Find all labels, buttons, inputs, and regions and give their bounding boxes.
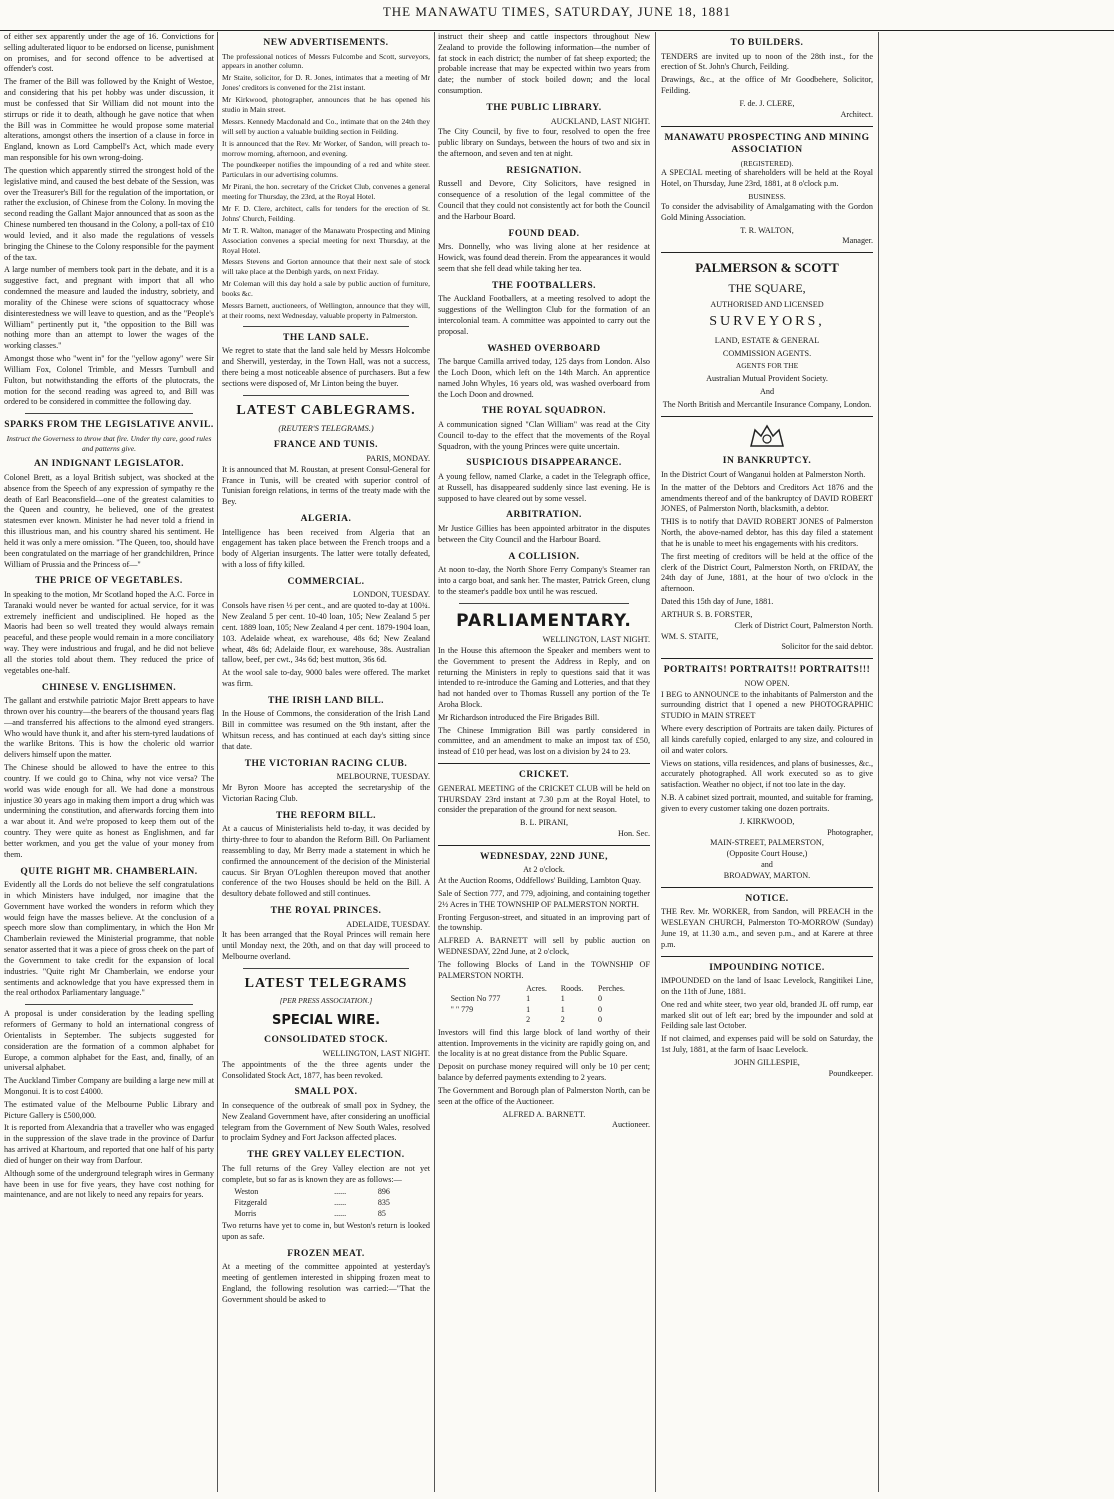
table-cell: 1	[560, 1004, 565, 1014]
ad-text: THE Rev. Mr. WORKER, from Sandon, will PREACH in the WESLEYAN CHURCH, Palmerston TO-MORROW (Sunday) June 19, at 11.30 a.m., and seven p.m., and at Karere at three p.m.	[661, 907, 873, 949]
ad-line: Australian Mutual Provident Society.	[706, 374, 828, 384]
table-header: Acres.	[526, 983, 547, 993]
ad-signature: J. KIRKWOOD,	[739, 816, 795, 826]
column-rule	[878, 32, 879, 1492]
table-row	[232, 1209, 419, 1220]
ad-line: And	[759, 387, 775, 397]
ad-signature: B. L. PIRANI,	[520, 818, 568, 828]
ad-title: PALMERSON & SCOTT	[695, 260, 839, 276]
section-heading: SPARKS FROM THE LEGISLATIVE ANVIL.	[4, 420, 214, 431]
article-heading: WASHED OVERBOARD	[487, 343, 601, 354]
article-text: The full returns of the Grey Valley election are not yet complete, but so far as is known they are as follows:—	[222, 1163, 430, 1184]
article-heading: THE PUBLIC LIBRARY.	[486, 102, 602, 113]
article-text: In consequence of the outbreak of small pox in Sydney, the New Zealand Government have, after considering an unofficial telegram from the Government of New South Wales, resolved to proclaim Sydney and Fort Jackson affected places.	[222, 1100, 430, 1143]
column-rule	[217, 32, 218, 1492]
table-row	[449, 1015, 640, 1026]
ad-subheading: (REGISTERED).	[740, 158, 794, 168]
divider	[243, 326, 409, 327]
ad-text: The Government and Borough plan of Palmerston North, can be seen at the office of the Auctioneer.	[438, 1085, 650, 1106]
table-cell: 0	[597, 1015, 602, 1025]
article-heading: THE FOOTBALLERS.	[491, 280, 597, 291]
ad-heading: TO BUILDERS.	[730, 38, 804, 48]
ad-heading: PORTRAITS! PORTRAITS!! PORTRAITS!!!	[663, 665, 871, 676]
ad-text: The first meeting of creditors will be held at the office of the clerk of the District Court, Palmerston North, on FRIDAY, the 24th day of June, 1881, at the hour of two o'clock in the afternoon.	[661, 551, 873, 594]
ad-signature: Photographer,	[827, 827, 873, 837]
article-text: The question which apparently stirred the strongest hold of the legislative mind, and caused the best debate of the Session, was over the Treasurer's Bill for the regulation of the importation, or rather the exclusion, of Chinese from the Colony. In moving the second reading the Gallant Major announced that as soon as the Chinese numbered ten thousand in the Colony, a poll-tax of £10 would levied, and it also made the regulations of vessels bringing the Chinese to the Colony responsible for the payment of the tax.	[4, 165, 214, 262]
article-text: A proposal is under consideration by the leading spelling reformers of Germany to hold an international congress of Orientalists in September. The subjects suggested for consideration are the formation of a common alphabet for Europe, a common alphabet for the East, and, finally, of an universal alphabet.	[4, 1009, 214, 1073]
column-3	[438, 32, 650, 1492]
article-heading: CONSOLIDATED STOCK.	[264, 1035, 388, 1046]
ad-signature: Manager.	[842, 236, 873, 246]
article-heading: THE REFORM BILL.	[275, 810, 377, 821]
ad-text: Dated this 15th day of June, 1881.	[661, 597, 774, 607]
ad-heading: MANAWATU PROSPECTING AND MINING ASSOCIATION	[664, 132, 870, 156]
article-text: of either sex apparently under the age of 16. Convictions for selling adulterated liquor to be endorsed on license, punishment on promises, and for second offence to be advertised at offender's cost.	[4, 32, 214, 74]
article-text: Colonel Brett, as a loyal British subject, was shocked at the absence from the Speech of any expression of sympathy re the death of Earl Beaconsfield—one of the greatest calamities to the Queen and country, he believed, one of the greatest statesmen ever known. Minister he had never told a friend in this illustrious man, and his country shared his sentiment. He held it was only a mere omission. "The Queen, too, should have been congratulated on the marriage of her grandchildren, Prince William of Prussia and the Princess of—"	[4, 473, 214, 569]
ad-heading: CRICKET.	[518, 770, 569, 781]
ad-line: COMMISSION AGENTS.	[722, 348, 812, 358]
divider	[25, 413, 193, 414]
table-cell: 1	[526, 1004, 531, 1014]
section-subheading: [PER PRESS ASSOCIATION.]	[279, 996, 373, 1006]
table-cell: Section No 777	[450, 994, 501, 1004]
notice-text: Mr Staite, solicitor, for D. R. Jones, intimates that a meeting of Mr Jones' creditors is convened for the 21st instant.	[222, 73, 430, 93]
article-text: In the House this afternoon the Speaker and members went to the Government to present the Address in Reply, and on returning the Ministers in reply to questions said that it was intended to re-introduce the Gaming and Lotteries, and that they had not handed over to Thomas Russell any portion of the Te Aroha Block.	[438, 645, 650, 709]
ad-signature: JOHN GILLESPIE,	[734, 1057, 800, 1067]
ad-text: A SPECIAL meeting of shareholders will be held at the Royal Hotel, on Thursday, June 23rd, 1881, at 8 o'clock p.m.	[661, 168, 873, 189]
ad-text: TENDERS are invited up to noon of the 28th inst., for the erection of St. John's Church, Feilding.	[661, 51, 873, 72]
article-heading: THE LAND SALE.	[283, 332, 369, 343]
ad-text: Views on stations, villa residences, and plans of businesses, &c., accurately photographed. All work executed so as to give satisfaction. Weather no object, if not too late in the day.	[661, 758, 873, 790]
section-subheading: (REUTER'S TELEGRAMS.)	[278, 423, 374, 434]
table-cell: 1	[526, 994, 531, 1004]
ad-signature: and	[761, 860, 773, 869]
section-heading: LATEST TELEGRAMS	[244, 975, 408, 991]
article-text: The framer of the Bill was followed by the Knight of Westoe, and considering that his pet hobby was under discussion, it must be confessed that Sir William did not mount into the stirrups or ride it to death, although he gave notice that when the Bill was in Committee he would propose some material alterations, amongst others the insertion of a clause in force in England, known as Lord Campbell's Act, which made every man responsible for his own wrong-doing.	[4, 77, 214, 163]
article-text: Consols have risen ½ per cent., and are quoted to-day at 100¾. New Zealand 5 per cent. 10-40 loan, 105; New Zealand 5 per cent. 1889 loan, 105; New Zealand 4 per cent. 1879-1904 loan, 103. Adelaide wheat, ex warehouse, 48s 6d; New Zealand wheat, 48s 6d; Adelaide flour, ex warehouse, 38s. Australian tallow, beef, per cwt., 34s 6d; best mutton, 36s 6d.	[222, 601, 430, 665]
section-heading: NEW ADVERTISEMENTS.	[263, 38, 389, 48]
notice-text: Mr Kirkwood, photographer, announces that he has opened his studio in Main street.	[222, 95, 430, 114]
notice-text: Mr T. R. Walton, manager of the Manawatu Prospecting and Mining Association convenes a special meeting for next Thursday, at the Royal Hotel.	[222, 225, 430, 255]
article-text: In the House of Commons, the consideration of the Irish Land Bill in committee was resumed on the 9th instant, after the Whitsun recess, and has continued at each day's sitting since that date.	[222, 709, 430, 751]
divider	[25, 1004, 193, 1005]
article-heading: ALGERIA.	[300, 514, 352, 524]
ad-subheading: BUSINESS.	[748, 192, 786, 202]
ad-signature: Auctioneer.	[612, 1120, 650, 1130]
table-header-row	[449, 984, 640, 995]
column-rule	[434, 32, 435, 1492]
section-heading: LATEST CABLEGRAMS.	[236, 402, 416, 418]
table-cell: 2	[526, 1015, 531, 1025]
table-header	[449, 984, 525, 995]
column-5	[661, 32, 873, 1492]
ad-signature: F. de. J. CLERE,	[739, 98, 795, 108]
notice-text: Mr Pirani, the hon. secretary of the Cricket Club, convenes a general meeting for Thursday, the 23rd, at the Royal Hotel.	[222, 182, 430, 202]
section-heading: PARLIAMENTARY.	[456, 610, 632, 631]
article-heading: QUITE RIGHT MR. CHAMBERLAIN.	[20, 866, 198, 877]
ad-text: Deposit on purchase money required will only be 10 per cent; balance by deferred payments extending to 2 years.	[438, 1062, 650, 1083]
ad-subheading: NOW OPEN.	[744, 678, 790, 688]
table-row	[449, 1005, 640, 1016]
special-wire-heading: SPECIAL WIRE.	[271, 1013, 381, 1029]
table-cell: 1	[560, 994, 565, 1004]
dateline: PARIS, MONDAY.	[366, 453, 430, 463]
notice-text: It is announced that the Rev. Mr Worker, of Sandon, will preach to-morrow morning, afternoon, and evening.	[222, 138, 430, 158]
section-subheading: Instruct the Governess to throw that fire. Under thy care, good rules and patterns give.	[6, 433, 212, 453]
article-text: instruct their sheep and cattle inspectors throughout New Zealand to provide the following information—the number of fat stock in each district; the number of fat sheep exported; the probable increase that may be expected within two years from date; the number of stock boiled down; and the local consumption.	[438, 32, 650, 96]
table-cell: 835	[377, 1197, 390, 1207]
article-heading: ARBITRATION.	[506, 510, 582, 521]
ad-text: Fronting Ferguson-street, and situated in an improving part of the township.	[438, 912, 650, 933]
table-cell: 2	[560, 1015, 565, 1025]
article-text: The City Council, by five to four, resolved to open the free public library on Sundays, between the hours of two and six in the afternoon, and seven and ten at night.	[438, 127, 650, 158]
dateline: LONDON, TUESDAY.	[353, 590, 430, 600]
article-text: A communication signed "Clan William" was read at the City Council to-day to the effect that the movements of the Royal Squadron, with the young Princes were quite uncertain.	[438, 419, 650, 451]
table-row	[232, 1187, 419, 1198]
ad-text: In the District Court of Wanganui holden at Palmerston North.	[661, 469, 866, 479]
dateline: ADELAIDE, TUESDAY.	[346, 919, 430, 929]
article-heading: THE VICTORIAN RACING CLUB.	[244, 758, 408, 769]
ad-signature: (Opposite Court House,)	[726, 849, 808, 859]
article-text: At noon to-day, the North Shore Ferry Company's Steamer ran into a cargo boat, and sank her. The master, Patrick Green, clung to the steamer's paddle box until he was rescued.	[438, 565, 650, 596]
dateline: AUCKLAND, LAST NIGHT.	[550, 116, 650, 126]
ad-text: To consider the advisability of Amalgamating with the Gordon Gold Mining Association.	[661, 202, 873, 222]
notice-text: Mr Coleman will this day hold a sale by public auction of furniture, books &c.	[222, 279, 430, 299]
ad-text: ALFRED A. BARNETT will sell by public auction on WEDNESDAY, 22nd June, at 2 o'clock,	[438, 936, 650, 957]
article-text: At a caucus of Ministerialists held to-day, it was decided by thirty-three to four to abandon the Reform Bill. On Parliament reassembling to day, Mr Berry made a statement in which he confirmed the announcement of the decision of the Ministerial caucus. Sir Bryan O'Loghlen thereupon moved that another conference of the two Houses should be held on the Bill. A desultory debate followed and still continues.	[222, 824, 430, 899]
ad-heading: IMPOUNDING NOTICE.	[709, 962, 825, 973]
ad-line: SURVEYORS,	[709, 314, 825, 330]
ad-signature: ARTHUR S. B. FORSTER,	[661, 609, 753, 619]
table-row	[232, 1198, 419, 1209]
article-text: The Chinese Immigration Bill was partly considered in committee, and an amendment to make an impost tax of £50, instead of £10 per head, was lost on a division by 24 to 23.	[438, 725, 650, 757]
ad-signature: MAIN-STREET, PALMERSTON,	[710, 838, 824, 848]
table-cell: 85	[377, 1208, 386, 1218]
ad-line: THE SQUARE,	[728, 281, 806, 296]
ad-text: If not claimed, and expenses paid will be sold on Saturday, the 1st July, 1881, at the farm of Isaac Levelock.	[661, 1034, 873, 1054]
article-text: At the wool sale to-day, 9000 bales were offered. The market was firm.	[222, 668, 430, 688]
ad-signature: Clerk of District Court, Palmerston North.	[734, 620, 873, 630]
article-text: The Chinese should be allowed to have the entree to this country. If we could go to China, why not vice versa? The world was wide enough for all. We had done a monstrous injustice 30 years ago in making them import a drug which was undermining the constitution, and afterwards forcing them into a war about it. And we're proposed to keep them out of the country. They were quite as honest as Englishmen, and far better workmen, and you get the value of your money from them.	[4, 763, 214, 859]
ad-signature: ALFRED A. BARNETT.	[502, 1109, 586, 1119]
column-2	[222, 32, 430, 1492]
ad-signature: Poundkeeper.	[828, 1068, 873, 1078]
article-text: Mr Justice Gillies has been appointed arbitrator in the disputes between the City Council and the Harbour Board.	[438, 523, 650, 544]
ad-signature: Architect.	[840, 109, 873, 119]
article-text: A young fellow, named Clarke, a cadet in the Telegraph office, at Russell, has disappeared suddenly since last evening. He is supposed to have cleared out by some vessel.	[438, 471, 650, 503]
column-1	[4, 32, 214, 1492]
ad-text: Sale of Section 777, and 779, adjoining, and containing together 2½ Acres in THE TOWNSHIP OF PALMERSTON NORTH.	[438, 889, 650, 909]
table-cell: " " 779	[450, 1004, 474, 1014]
ad-text: THIS is to notify that DAVID ROBERT JONES of Palmerston North, the above-named debtor, has this day filed a statement that he is unable to meet his engagements with his creditors.	[661, 517, 873, 548]
article-text: The barque Camilla arrived today, 125 days from London. Also the Loch Doon, which left on the 14th March. An apprentice named John Whyles, 16 years old, was washed overboard from the Loch Doon and drowned.	[438, 357, 650, 399]
article-heading: COMMERCIAL.	[287, 576, 365, 587]
ad-text: One red and white steer, two year old, branded JL off rump, ear marked slit out of left ear; bred by the impounder and sold at Feilding sale last October.	[661, 999, 873, 1031]
table-cell: ......	[334, 1187, 347, 1197]
ad-text: The following Blocks of Land in the TOWNSHIP OF PALMERSTON NORTH.	[438, 959, 650, 980]
article-heading: SUSPICIOUS DISAPPEARANCE.	[466, 458, 622, 469]
ad-text: At the Auction Rooms, Oddfellows' Building, Lambton Quay.	[438, 876, 641, 886]
table-cell: ......	[334, 1208, 347, 1218]
article-heading: THE ROYAL PRINCES.	[270, 906, 382, 917]
dateline: WELLINGTON, LAST NIGHT.	[322, 1048, 430, 1058]
article-heading: THE PRICE OF VEGETABLES.	[35, 576, 183, 587]
article-text: The appointments of the the three agents under the Consolidated Stock Act, 1877, has been revoked.	[222, 1059, 430, 1080]
article-heading: AN INDIGNANT LEGISLATOR.	[33, 459, 185, 470]
divider	[243, 968, 409, 969]
article-text: The Auckland Footballers, at a meeting resolved to adopt the suggestions of the Wellington Club for the formation of an intercolonial team. A committee was appointed to carry out the proposal.	[438, 294, 650, 336]
article-heading: FRANCE AND TUNIS.	[273, 440, 379, 451]
table-header: Perches.	[597, 983, 625, 993]
ad-text: IMPOUNDED on the land of Isaac Levelock, Rangitikei Line, on the 11th of June, 1881.	[661, 976, 873, 996]
article-heading: CHINESE V. ENGLISHMEN.	[41, 682, 177, 693]
ad-line: AGENTS FOR THE	[735, 361, 799, 371]
ad-signature: T. R. WALTON,	[740, 225, 794, 235]
ad-signature: Hon. Sec.	[617, 828, 650, 838]
article-text: Russell and Devore, City Solicitors, have resigned in consequence of a resolution of the legal committee of the Council that they could not consistently act for both the Council and the Harbour Board.	[438, 179, 650, 221]
dateline: WELLINGTON, LAST NIGHT.	[542, 635, 650, 645]
ad-text: GENERAL MEETING of the CRICKET CLUB will be held on THURSDAY 23rd instant at 7.30 p.m at the Royal Hotel, to consider the preparation of the ground for next season.	[438, 783, 650, 815]
article-text: Mr Byron Moore has accepted the secretaryship of the Victorian Racing Club.	[222, 783, 430, 803]
article-heading: SMALL POX.	[294, 1087, 358, 1098]
article-text: The Auckland Timber Company are building a large new mill at Mongonui. It is to cost £4000.	[4, 1076, 214, 1096]
divider	[438, 763, 650, 764]
table-cell: Weston	[234, 1187, 259, 1197]
table-cell	[449, 1015, 525, 1026]
ad-text: In the matter of the Debtors and Creditors Act 1876 and the amendments thereof and of the bankruptcy of DAVID ROBERT JONES, of Palmerston North, blacksmith, a debtor.	[661, 482, 873, 514]
ad-line: The North British and Mercantile Insurance Company, London.	[662, 400, 872, 410]
article-text: Although some of the underground telegraph wires in Germany have been in use for five years, they have cost nothing for maintenance, and are not likely to need any repairs for years.	[4, 1168, 214, 1200]
article-text: Mrs. Donnelly, who was living alone at her residence at Howick, was found dead therein. From the appearances it would seem that she fell dead while taking her tea.	[438, 242, 650, 273]
table-cell: 0	[597, 994, 602, 1004]
ad-line: LAND, ESTATE & GENERAL	[714, 335, 820, 345]
divider	[438, 845, 650, 846]
article-heading: THE GREY VALLEY ELECTION.	[247, 1150, 405, 1161]
ad-signature: Solicitor for the said debtor.	[781, 642, 873, 652]
article-text: We regret to state that the land sale held by Messrs Holcombe and Sherwill, yesterday, in the Town Hall, was not a success, there being a most noticeable absence of purchasers. But a few sections were disposed of, Mr Linton being the buyer.	[222, 346, 430, 388]
article-text: Two returns have yet to come in, but Weston's return is looked upon as safe.	[222, 1221, 430, 1241]
land-table	[449, 984, 640, 1026]
ad-signature: BROADWAY, MARTON.	[723, 870, 811, 880]
ad-line: AUTHORISED AND LICENSED	[710, 300, 824, 310]
ad-text: N.B. A cabinet sized portrait, mounted, and suitable for framing, given to every customer taking one dozen portraits.	[661, 793, 873, 813]
article-heading: A COLLISION.	[508, 551, 580, 562]
notice-text: Mr F. D. Clere, architect, calls for tenders for the erection of St. Johns' Church, Feilding.	[222, 204, 430, 223]
table-cell: ......	[334, 1197, 347, 1207]
ad-text: Investors will find this large block of land worthy of their attention. Improvements in the vicinity are rapidly going on, and the locality is at no great distance from the Public Square.	[438, 1027, 650, 1059]
table-cell: Fitzgerald	[234, 1197, 267, 1207]
article-text: Mr Richardson introduced the Fire Brigades Bill.	[438, 712, 600, 722]
ad-heading: NOTICE.	[745, 893, 789, 904]
ad-heading: IN BANKRUPTCY.	[722, 456, 812, 467]
ad-signature: WM. S. STAITE,	[661, 631, 719, 641]
table-row	[449, 994, 640, 1005]
article-text: The gallant and erstwhile patriotic Major Brett appears to have thrown over his country—the bearers of the thousand years flag—and transferred his affections to the almond eyed strangers. Who would have thunk it, and after his stern-tyred laudations of the warlike Britons. This is how the choleric old warrior delivers himself upon the matter.	[4, 696, 214, 760]
ad-heading: WEDNESDAY, 22ND JUNE,	[479, 851, 609, 862]
article-text: In speaking to the motion, Mr Scotland hoped the A.C. Force in Taranaki would never be wanted for actual service, for it was extremely inefficient and undisciplined. He hoped as the Maoris had been so well treated they would always remain peaceful, and these people would remain in a more conciliatory way. They were industrious and frugal, and he did not believe all the stories told about them. They reduced the price of vegetables one-half.	[4, 589, 214, 675]
article-text: The estimated value of the Melbourne Public Library and Picture Gallery is £500,000.	[4, 1099, 214, 1120]
article-heading: THE IRISH LAND BILL.	[267, 695, 385, 706]
notice-text: Messrs Stevens and Gorton announce that their next sale of stock will take place at the Denbigh yards, on next Friday.	[222, 257, 430, 277]
masthead: THE MANAWATU TIMES, SATURDAY, JUNE 18, 1881	[0, 0, 1114, 31]
notice-text: Messrs Barnett, auctioneers, of Wellington, announce that they will, at their rooms, next Wednesday, valuable property in Palmerston.	[222, 301, 430, 320]
article-heading: THE ROYAL SQUADRON.	[482, 406, 606, 417]
divider	[459, 603, 629, 604]
article-text: Amongst those who "went in" for the "yellow agony" were Sir William Fox, Colonel Trimble, and Messrs Turnbull and Fulton, but notwithstanding the efforts of the plutocrats, the motion for the second reading was agreed to, and Bill was ordered to be considered in committee the following day.	[4, 354, 214, 407]
article-text: A large number of members took part in the debate, and it is a suggestive fact, and pregnant with import that all who condemned the measure and lauded the industry, sobriety, and morality of the Chinese were scions of squattocracy whose disinterestedness we will leave to question, and as the "People's William" pertinently put it, "the opposition to the Bill was nothing more than an attempt to lower the wages of the working classes."	[4, 265, 214, 351]
dateline: MELBOURNE, TUESDAY.	[336, 772, 430, 782]
article-text: Intelligence has been received from Algeria that an engagement has taken place between the French troops and a body of Algerian insurgents. The latter were totally defeated, with a loss of fifty killed.	[222, 527, 430, 570]
article-heading: FOUND DEAD.	[508, 228, 580, 239]
article-text: It has been arranged that the Royal Princes will remain here until Monday next, the 20th, and on that day will proceed to Melbourne overland.	[222, 930, 430, 962]
article-heading: RESIGNATION.	[506, 165, 582, 176]
column-rule	[655, 32, 656, 1492]
table-header: Roods.	[560, 983, 584, 993]
ad-subheading: At 2 o'clock.	[523, 865, 565, 875]
election-table	[232, 1187, 419, 1219]
divider	[243, 395, 409, 396]
table-cell: 896	[377, 1187, 390, 1197]
ad-text: I BEG to ANNOUNCE to the inhabitants of Palmerston and the surrounding district that I opened a new PHOTOGRAPHIC STUDIO in MAIN STREET	[661, 689, 873, 721]
article-text: It is announced that M. Roustan, at present Consul-General for France in Tunis, will be created with superior control of Tunisian foreign relations, in terms of the treaty made with the Bey.	[222, 464, 430, 507]
ad-text: Drawings, &c., at the office of Mr Goodbehere, Solicitor, Feilding.	[661, 75, 873, 96]
notice-text: The professional notices of Messrs Fulcombe and Scott, surveyors, appears in another column.	[222, 51, 430, 71]
table-cell: 0	[597, 1004, 602, 1014]
article-text: It is reported from Alexandria that a traveller who was engaged in the suppression of the slave trade in the province of Darfur has arrived at Khartoum, and reported that one half of his party died of hunger on their way from Darfour.	[4, 1123, 214, 1165]
ad-text: Where every description of Portraits are taken daily. Pictures of all kinds carefully copied, enlarged to any size, and coloured in oil and water colors.	[661, 724, 873, 755]
article-heading: FROZEN MEAT.	[287, 1248, 365, 1259]
article-text: At a meeting of the committee appointed at yesterday's meeting of gentlemen interested in shipping frozen meat to England, the following resolution was carried:—"That the Government should be asked to	[222, 1262, 430, 1304]
article-text: Evidently all the Lords do not believe the self congratulations in which Ministers have indulged, nor imagine that the Government have worked the wonders in reform which they would feign have the masses believe. At the conclusion of a speech more slow than complimentary, in which the Hon Mr Chamberlain reviewed the Ministerial programme, that noble senator asserted that it was a piece of gross cheek on the part of the Government to take credit for the expansion of local industries. "Quite right Mr Chamberlain, we endorse your sentiments and acknowledge that you have expressed them in the real orthodox Parliamentary language."	[4, 880, 214, 998]
notice-text: Messrs. Kennedy Macdonald and Co., intimate that on the 24th they will sell by auction a valuable building section in Feilding.	[222, 116, 430, 136]
table-cell: Morris	[234, 1208, 257, 1218]
notice-text: The poundkeeper notifies the impounding of a red and white steer. Particulars in our advertising columns.	[222, 160, 430, 180]
